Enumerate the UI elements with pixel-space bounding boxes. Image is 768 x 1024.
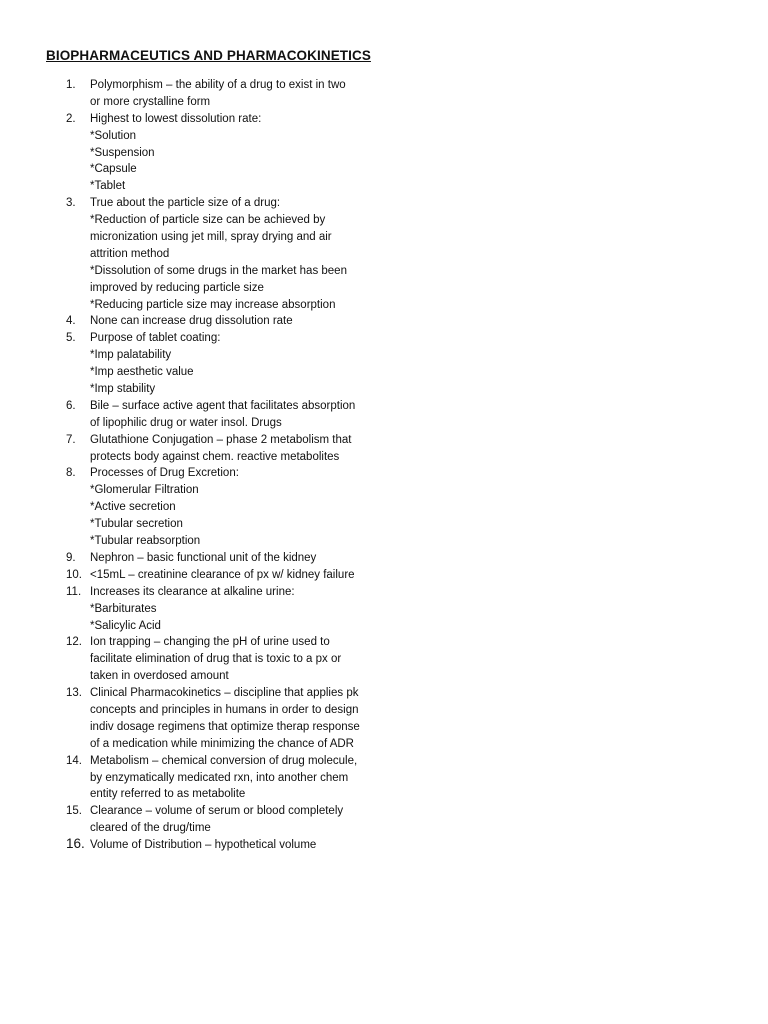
list-item-text-line: Volume of Distribution – hypothetical volume	[90, 839, 317, 852]
document-title: BIOPHARMACEUTICS AND PHARMACOKINETICS	[46, 48, 371, 63]
list-item-text-line: facilitate elimination of drug that is toxic to a px or	[90, 653, 342, 666]
list-item-text-line: *Reduction of particle size can be achieved by	[90, 214, 326, 227]
list-item	[0, 432, 768, 466]
list-item	[0, 685, 768, 753]
list-item	[0, 837, 768, 854]
list-item	[0, 313, 768, 330]
list-item-text-line: of lipophilic drug or water insol. Drugs	[90, 416, 282, 429]
numbered-list	[0, 77, 768, 854]
list-item-number: 3.	[66, 197, 76, 210]
list-item-number: 15.	[66, 805, 82, 818]
list-item-text-line: or more crystalline form	[90, 95, 211, 108]
list-item	[0, 550, 768, 567]
list-item-text-line: indiv dosage regimens that optimize therap response	[90, 720, 360, 733]
list-item-text-line: None can increase drug dissolution rate	[90, 315, 293, 328]
list-item-text-line: Polymorphism – the ability of a drug to exist in two	[90, 79, 346, 91]
list-item-text-line: Metabolism – chemical conversion of drug molecule,	[90, 754, 358, 767]
list-item-text-line: True about the particle size of a drug:	[90, 197, 281, 210]
list-item-text-line: Clinical Pharmacokinetics – discipline that applies pk	[90, 687, 359, 700]
list-item-text-line: *Capsule	[90, 163, 137, 176]
list-item-text-line: cleared of the drug/time	[90, 822, 211, 835]
list-item-text-line: *Imp stability	[90, 383, 156, 396]
list-item-text-line: *Dissolution of some drugs in the market has been	[90, 264, 347, 277]
list-item-text-line: Highest to lowest dissolution rate:	[90, 112, 262, 125]
list-item	[0, 330, 768, 398]
list-item-text-line: *Glomerular Filtration	[90, 484, 199, 497]
list-item-number: 14.	[66, 754, 82, 767]
list-item-number: 5.	[66, 332, 76, 345]
list-item-number: 7.	[66, 433, 76, 446]
list-item-text-line: *Salicylic Acid	[90, 619, 161, 632]
list-item-text-line: <15mL – creatinine clearance of px w/ kidney failure	[90, 568, 355, 581]
list-item-number: 1.	[66, 79, 76, 91]
list-item-text-line: Purpose of tablet coating:	[90, 332, 221, 345]
list-item	[0, 753, 768, 804]
list-item-number: 6.	[66, 399, 76, 412]
list-item-number: 4.	[66, 315, 76, 328]
list-item-text-line: protects body against chem. reactive metabolites	[90, 450, 340, 463]
list-item-text-line: by enzymatically medicated rxn, into another chem	[90, 771, 349, 784]
list-item	[0, 803, 768, 837]
list-item-text-line: *Active secretion	[90, 501, 176, 514]
list-item-text-line: Glutathione Conjugation – phase 2 metabolism that	[90, 433, 352, 446]
list-item	[0, 111, 768, 195]
list-item-text-line: attrition method	[90, 247, 170, 260]
list-item-text-line: taken in overdosed amount	[90, 670, 229, 683]
list-item-number: 11.	[66, 585, 82, 598]
list-item-number: 10.	[66, 568, 82, 581]
list-item-text-line: *Imp aesthetic value	[90, 366, 194, 379]
list-item-text-line: *Imp palatability	[90, 349, 172, 362]
list-item	[0, 77, 768, 111]
list-item-text-line: Processes of Drug Excretion:	[90, 467, 239, 480]
list-item	[0, 195, 768, 313]
list-item-number: 16.	[66, 836, 85, 852]
list-item-text-line: *Suspension	[90, 146, 155, 159]
list-item-text-line: *Barbiturates	[90, 602, 157, 615]
list-item-text-line: Clearance – volume of serum or blood completely	[90, 805, 344, 818]
list-item-text-line: concepts and principles in humans in order to design	[90, 703, 359, 716]
list-item	[0, 634, 768, 685]
list-item-number: 8.	[66, 467, 76, 480]
list-item-number: 9.	[66, 551, 76, 564]
list-item-text-line: micronization using jet mill, spray drying and air	[90, 231, 332, 244]
list-item-text-line: entity referred to as metabolite	[90, 788, 246, 801]
list-item	[0, 398, 768, 432]
list-item-number: 2.	[66, 112, 76, 125]
list-item-text-line: *Tablet	[90, 180, 126, 193]
list-item-text-line: *Tubular reabsorption	[90, 535, 201, 548]
list-item-number: 12.	[66, 636, 82, 649]
list-item-text-line: *Solution	[90, 129, 137, 142]
list-item-text-line: Bile – surface active agent that facilitates absorption	[90, 399, 356, 412]
list-item-number: 13.	[66, 687, 82, 700]
list-item-text-line: Ion trapping – changing the pH of urine used to	[90, 636, 330, 649]
list-item-text-line: *Reducing particle size may increase absorption	[90, 298, 336, 311]
list-item	[0, 584, 768, 635]
list-item-text-line: *Tubular secretion	[90, 518, 183, 531]
list-item-text-line: of a medication while minimizing the chance of ADR	[90, 737, 354, 750]
list-item	[0, 465, 768, 549]
list-item-text-line: Nephron – basic functional unit of the kidney	[90, 551, 317, 564]
list-item-text-line: Increases its clearance at alkaline urine:	[90, 585, 295, 598]
list-item-text-line: improved by reducing particle size	[90, 281, 264, 294]
list-item	[0, 567, 768, 584]
